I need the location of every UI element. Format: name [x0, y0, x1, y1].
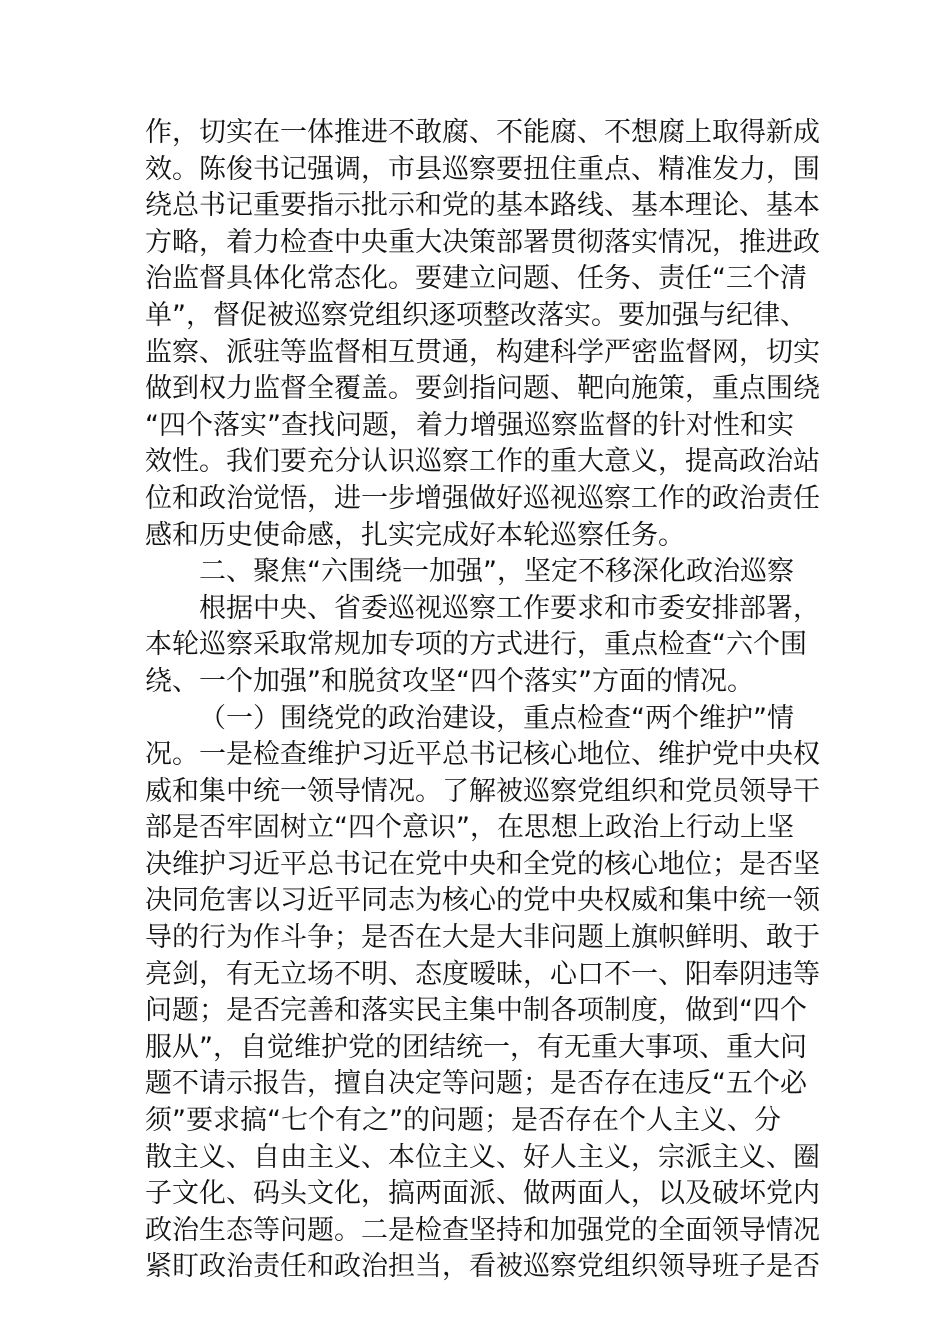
- text-line-1: 作，切实在一体推进不敢腐、不能腐、不想腐上取得新成: [145, 117, 820, 148]
- text-line-20: 部是否牢固树立“四个意识”，在思想上政治上行动上坚: [145, 812, 794, 844]
- text-line-12: 感和历史使命感，扎实完成好本轮巡察任务。: [145, 519, 685, 551]
- text-line-30: 子文化、码头文化，搞两面派、做两面人，以及破坏党内: [145, 1178, 820, 1210]
- text-line-10: 效性。我们要充分认识巡察工作的重大意义，提高政治站: [145, 446, 820, 478]
- text-line-9: “四个落实”查找问题，着力增强巡察监督的针对性和实: [145, 409, 794, 441]
- text-line-7: 监察、派驻等监督相互贯通，构建科学严密监督网，切实: [145, 336, 820, 368]
- text-line-8: 做到权力监督全覆盖。要剑指问题、靶向施策，重点围绕: [145, 373, 820, 405]
- text-line-15: 本轮巡察采取常规加专项的方式进行，重点检查“六个围: [145, 629, 807, 661]
- text-line-6: 单”，督促被巡察党组织逐项整改落实。要加强与纪律、: [145, 299, 807, 331]
- text-line-3: 绕总书记重要指示批示和党的基本路线、基本理论、基本: [145, 190, 820, 222]
- text-line-29: 散主义、自由主义、本位主义、好人主义，宗派主义、圈: [145, 1141, 820, 1173]
- text-line-22: 决同危害以习近平同志为核心的党中央权威和集中统一领: [145, 885, 820, 917]
- section-heading: 二、聚焦“六围绕一加强”，坚定不移深化政治巡察: [199, 556, 794, 588]
- text-line-24: 亮剑，有无立场不明、态度暧昧，心口不一、阳奉阴违等: [145, 958, 820, 990]
- text-line-25: 问题；是否完善和落实民主集中制各项制度，做到“四个: [145, 995, 807, 1027]
- text-line-26: 服从”，自觉维护党的团结统一，有无重大事项、重大问: [145, 1031, 807, 1063]
- document-body: [145, 115, 820, 1286]
- text-line-18: 况。一是检查维护习近平总书记核心地位、维护党中央权: [145, 739, 820, 771]
- text-line-28: 须”要求搞“七个有之”的问题；是否存在个人主义、分: [145, 1105, 781, 1137]
- text-line-5: 治监督具体化常态化。要建立问题、任务、责任“三个清: [145, 263, 807, 295]
- text-line-21: 决维护习近平总书记在党中央和全党的核心地位；是否坚: [145, 848, 820, 880]
- text-line-32: 紧盯政治责任和政治担当，看被巡察党组织领导班子是否: [145, 1251, 820, 1283]
- subsection-heading: （一）围绕党的政治建设，重点检查“两个维护”情: [199, 702, 794, 734]
- text-line-4: 方略，着力检查中央重大决策部署贯彻落实情况，推进政: [145, 226, 820, 258]
- text-line-11: 位和政治觉悟，进一步增强做好巡视巡察工作的政治责任: [145, 482, 820, 514]
- text-line-31: 政治生态等问题。二是检查坚持和加强党的全面领导情况: [145, 1214, 820, 1246]
- text-line-27: 题不请示报告，擅自决定等问题；是否存在违反“五个必: [145, 1068, 807, 1100]
- text-line-19: 威和集中统一领导情况。了解被巡察党组织和党员领导干: [145, 775, 820, 807]
- text-line-2: 效。陈俊书记强调，市县巡察要扭住重点、精准发力，围: [145, 153, 820, 185]
- text-line-16: 绕、一个加强”和脱贫攻坚“四个落实”方面的情况。: [145, 665, 754, 697]
- text-line-14: 根据中央、省委巡视巡察工作要求和市委安排部署，: [199, 592, 820, 624]
- text-line-23: 导的行为作斗争；是否在大是大非问题上旗帜鲜明、敢于: [145, 922, 820, 954]
